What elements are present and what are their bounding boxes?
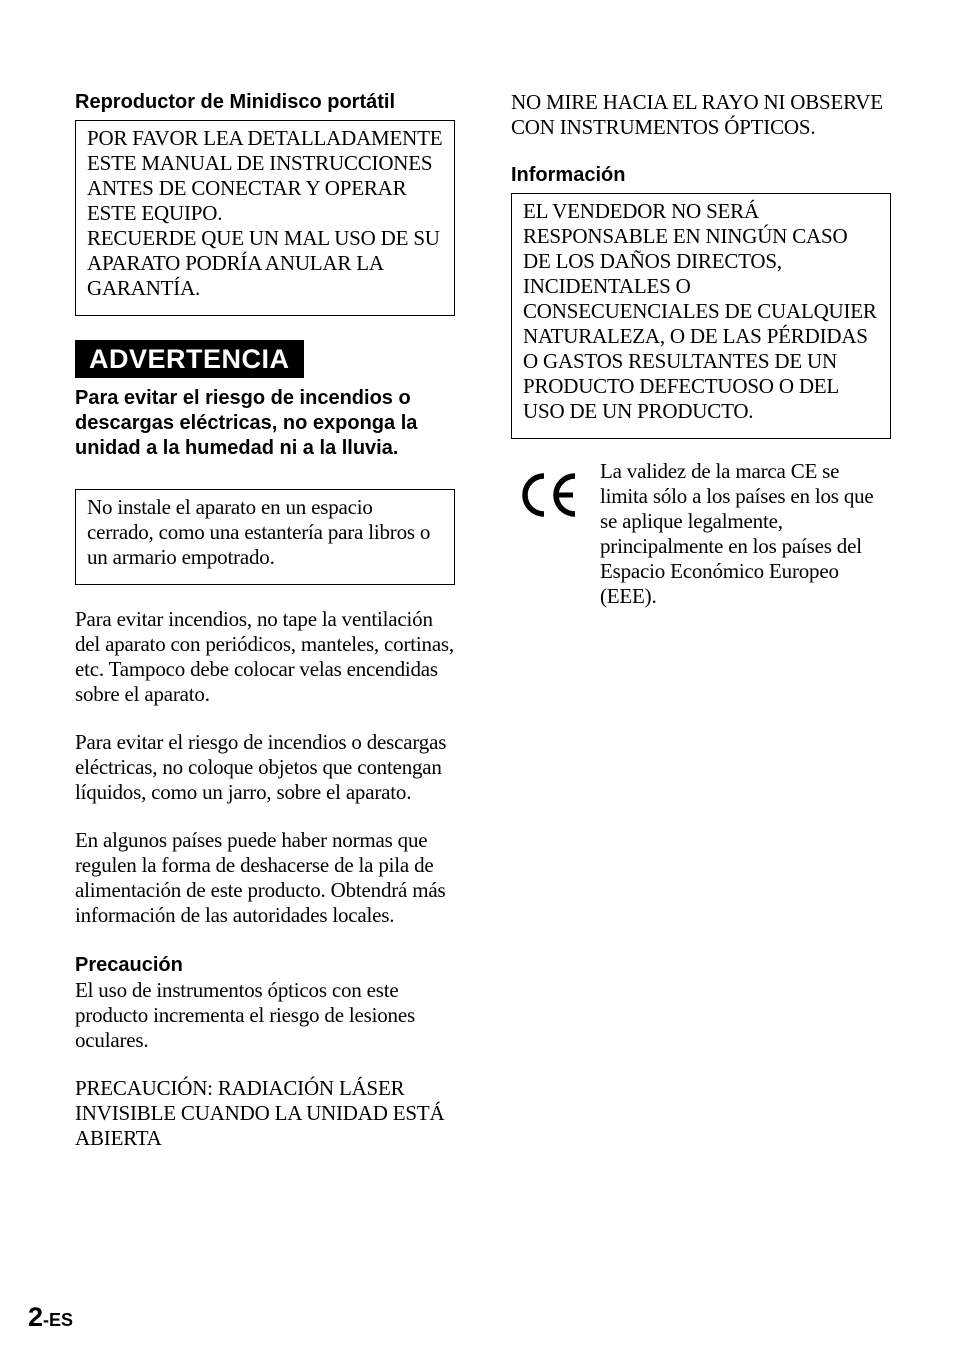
info-box bbox=[511, 193, 891, 439]
install-text: No instale el aparato en un espacio cerrado, como una estantería para libros o un armario empotrado. bbox=[87, 495, 431, 569]
info-heading: Información bbox=[511, 164, 626, 186]
ce-text: La validez de la marca CE se limita sólo a los países en los que se aplique legalmente, principalmente en los países del Espacio Económico Europeo (EEE). bbox=[600, 459, 874, 608]
notice-box bbox=[75, 120, 455, 316]
page-number bbox=[28, 1302, 73, 1333]
warning-text: Para evitar el riesgo de incendios o descargas eléctricas, no exponga la unidad a la humedad ni a la lluvia. bbox=[75, 387, 418, 459]
left-column bbox=[75, 90, 455, 1151]
paragraph-battery: En algunos países puede haber normas que regulen la forma de deshacerse de la pila de alimentación de este producto. Obtendrá más información de las autoridades locales. bbox=[75, 828, 446, 927]
warning-banner-wrap bbox=[75, 340, 455, 378]
caution-heading: Precaución bbox=[75, 954, 183, 976]
ce-mark-icon bbox=[517, 472, 579, 518]
warning-banner: ADVERTENCIA bbox=[75, 340, 304, 378]
notice-text-2: RECUERDE QUE UN MAL USO DE SU APARATO PODRÍA ANULAR LA GARANTÍA. bbox=[87, 226, 440, 300]
page-number-digit: 2 bbox=[28, 1302, 44, 1332]
right-column bbox=[511, 90, 891, 609]
paragraph-liquids: Para evitar el riesgo de incendios o descargas eléctricas, no coloque objetos que contengan líquidos, como un jarro, sobre el aparato. bbox=[75, 730, 447, 804]
ce-section bbox=[511, 459, 891, 609]
caution-text: El uso de instrumentos ópticos con este producto incrementa el riesgo de lesiones oculares. bbox=[75, 978, 415, 1052]
install-box bbox=[75, 489, 455, 585]
laser-text-continued: NO MIRE HACIA EL RAYO NI OBSERVE CON INSTRUMENTOS ÓPTICOS. bbox=[511, 90, 883, 139]
product-heading: Reproductor de Minidisco portátil bbox=[75, 91, 396, 113]
page-number-suffix: -ES bbox=[43, 1310, 74, 1330]
notice-text-1: POR FAVOR LEA DETALLADAMENTE ESTE MANUAL DE INSTRUCCIONES ANTES DE CONECTAR Y OPERAR ESTE EQUIPO. bbox=[87, 126, 443, 225]
laser-text: PRECAUCIÓN: RADIACIÓN LÁSER INVISIBLE CUANDO LA UNIDAD ESTÁ ABIERTA bbox=[75, 1076, 445, 1150]
info-text: EL VENDEDOR NO SERÁ RESPONSABLE EN NINGÚN CASO DE LOS DAÑOS DIRECTOS, INCIDENTALES O CONSECUENCIALES DE CUALQUIER NATURALEZA, O DE LAS PÉRDIDAS O GASTOS RESULTANTES DE UN PRODUCTO DEFECTUOSO O DEL USO DE UN PRODUCTO. bbox=[523, 199, 877, 423]
paragraph-ventilation: Para evitar incendios, no tape la ventilación del aparato con periódicos, manteles, cortinas, etc. Tampoco debe colocar velas encendidas sobre el aparato. bbox=[75, 607, 454, 706]
